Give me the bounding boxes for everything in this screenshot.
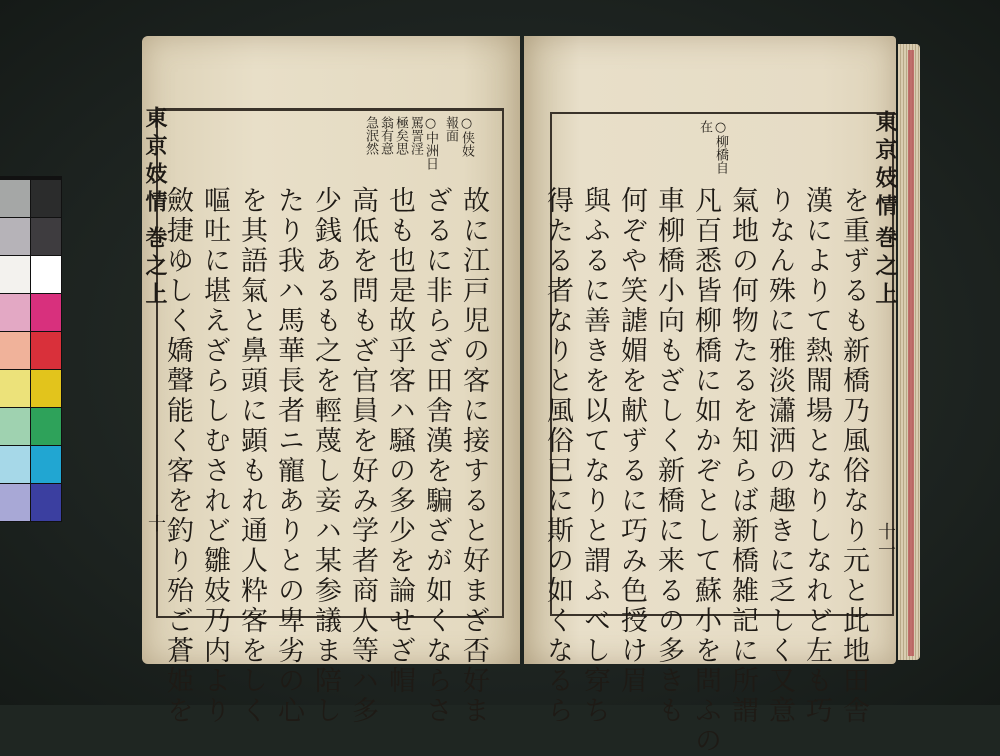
color-swatch — [0, 332, 30, 369]
headnote-line: 急泯然 — [363, 116, 378, 155]
headnote-line: 在 — [697, 120, 712, 133]
text-column: りなん殊に雅淡瀟洒の趣きに乏しく又意 — [764, 186, 795, 726]
color-swatch — [0, 370, 30, 407]
headnote-line: 翁有意 — [378, 116, 393, 155]
text-column: を其語氣と鼻頭に顕もれ通人粋客をしく — [236, 186, 267, 726]
color-swatch — [31, 218, 61, 255]
right-margin-title: 東京妓情 — [872, 110, 898, 222]
color-swatch — [31, 484, 61, 521]
text-column: 也も也是故乎客ハ騒の多少を論せざ帽 — [384, 186, 415, 696]
open-book — [136, 30, 922, 756]
text-column: 與ふるに善きを以てなりと謂ふべし穿ち — [579, 186, 610, 726]
right-page — [524, 36, 898, 756]
headnote-line: ○侠妓 — [459, 116, 474, 157]
color-swatch — [0, 408, 30, 445]
color-swatch — [0, 218, 30, 255]
page-edge-tint — [908, 50, 914, 656]
left-page — [142, 36, 520, 726]
color-swatch — [31, 446, 61, 483]
color-swatch — [0, 484, 30, 521]
left-margin-title: 東京妓情 — [142, 106, 168, 218]
color-swatch — [31, 408, 61, 445]
text-column: 氣地の何物たるを知らば新橋雑記に所謂 — [727, 186, 758, 726]
headnote-line: ○柳橋自 — [713, 120, 728, 174]
color-swatch — [31, 370, 61, 407]
text-column: 漢によりて熱閙場となりしなれど左も巧 — [801, 186, 832, 726]
text-column: ざるに非らざ田舎漢を騙ざが如くならさ — [421, 186, 452, 726]
headnote-line: 罵詈淫 — [408, 116, 423, 155]
color-swatch — [31, 256, 61, 293]
left-folio: 十 — [145, 514, 166, 532]
color-swatch — [31, 332, 61, 369]
headnote-line: ○中洲日 — [423, 116, 438, 170]
color-swatch — [31, 180, 61, 217]
left-margin-volume: 巻之上 — [142, 226, 168, 310]
headnote-line: 報面 — [443, 116, 458, 142]
color-swatch — [0, 446, 30, 483]
frame-rule — [158, 110, 502, 111]
text-column: たり我ハ馬華長者ニ寵ありとの卑劣の心 — [273, 186, 304, 726]
headnote-line: 極矣思 — [393, 116, 408, 155]
color-swatch — [0, 180, 30, 217]
text-column: 少銭あるも之を輕蔑し妾ハ某参議ま陪し — [310, 186, 341, 726]
color-swatch — [0, 294, 30, 331]
text-column: 斂捷ゆしく嬌聲能く客を釣り殆ご蒼姫を — [162, 186, 193, 726]
text-column: 嘔吐に堪えざらしむされど雛妓乃内より — [199, 186, 230, 726]
text-column: 車柳橋小向もざしく新橋に来るの多きも — [653, 186, 684, 726]
color-calibration-chart — [0, 176, 62, 522]
text-column: を重ずるも新橋乃風俗なり元と此地田舎 — [838, 186, 869, 726]
text-column: 高低を問もざ官員を好み学者商人等ハ多 — [347, 186, 378, 726]
text-column: 故に江戸児の客に接すると好まざ否好ま — [458, 186, 489, 726]
color-swatch — [31, 294, 61, 331]
color-swatch — [0, 256, 30, 293]
text-column: 得たる者なりと風俗已に斯の如くなるら — [542, 186, 573, 726]
right-margin-volume: 巻之上 — [872, 226, 898, 310]
right-folio: 十一 — [875, 522, 896, 558]
text-column: 何ぞや笑謔媚を献ずるに巧み色授け眉 — [616, 186, 647, 696]
text-column: 凡百悉皆柳橋に如かぞとして蘇小を問ふの — [690, 186, 721, 756]
